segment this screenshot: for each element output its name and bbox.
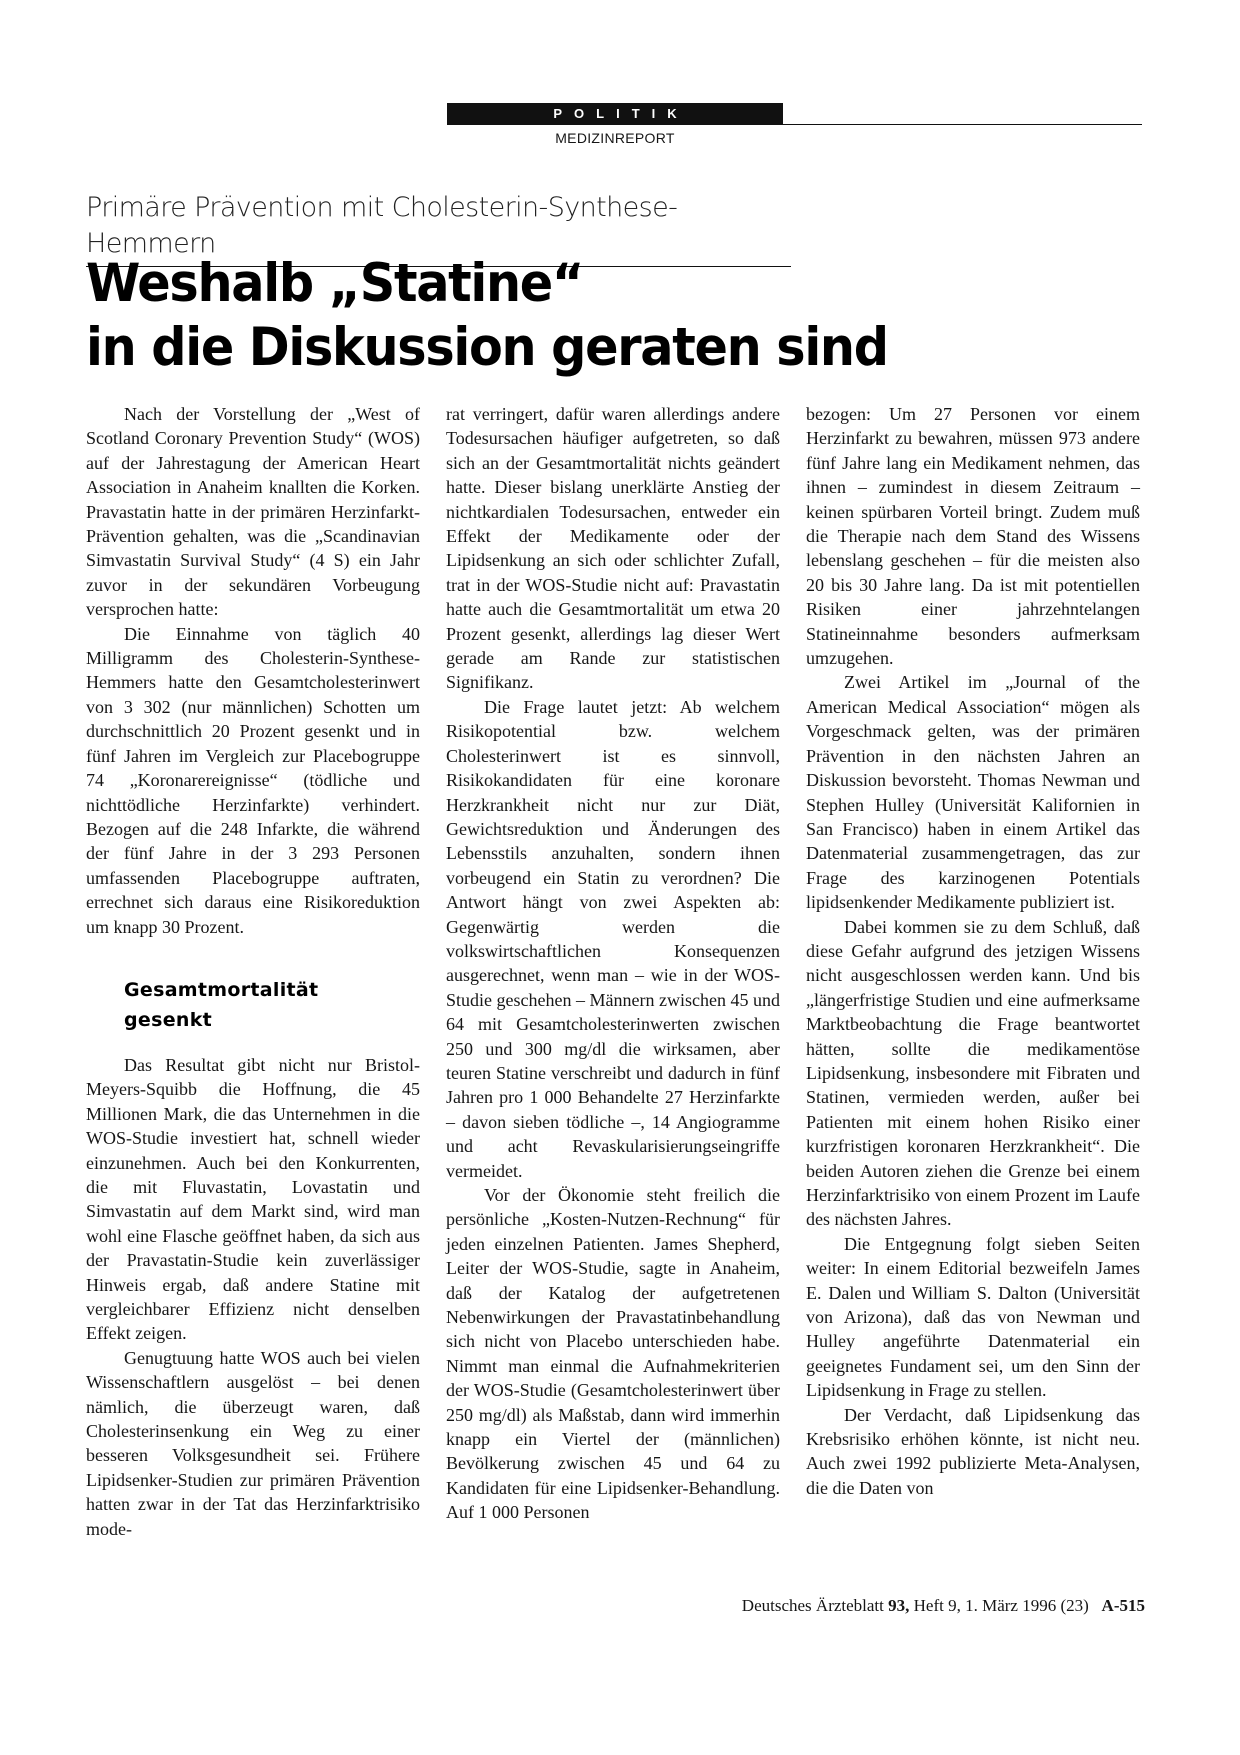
text-column-2 — [446, 402, 780, 1525]
subheading-line-2: gesenkt — [124, 1008, 213, 1031]
journal-name: Deutsches Ärzteblatt — [741, 1596, 884, 1615]
headline-line-1: Weshalb „Statine“ — [86, 253, 584, 314]
article-headline — [86, 252, 1072, 380]
text-column-1 — [86, 402, 420, 1541]
paragraph: Dabei kommen sie zu dem Schluß, daß diese Gefahr aufgrund des jetzigen Wissens nicht ausgeschlossen werden kann. Und bis „längerfristige Studien und eine aufmerksame Marktbeobachtung die Frage beantwortet hätten, sollte die medikamentöse Lipidsenkung, insbesondere mit Fibraten und Statinen, vermieden werden, außer bei Patienten mit einem hohen Risiko einer kurzfristigen koronaren Herzkrankheit“. Die beiden Autoren ziehen die Grenze bei einem Herzinfarktrisiko von einem Prozent im Laufe des nächsten Jahres. — [806, 916, 1140, 1230]
paragraph: Die Einnahme von täglich 40 Milligramm des Cholesterin-Synthese-Hemmers hatte den Gesamtcholesterinwert von 3 302 (nur männlichen) Schotten um durchschnittlich 20 Prozent gesenkt und in fünf Jahren im Vergleich zur Placebogruppe 74 „Koronarereignisse“ (tödliche und nichttödliche Herzinfarkte) verhindert. Bezogen auf die 248 Infarkte, die während der fünf Jahre in der 3 293 Personen umfassenden Placebogruppe auftraten, errechnet sich daraus eine Risikoreduktion um knapp 30 Prozent. — [86, 623, 420, 937]
paragraph: rat verringert, dafür waren allerdings andere Todesursachen häufiger aufgetreten, so daß sich an der Gesamtmortalität nichts geändert hatte. Dieser bislang unerklärte Anstieg der nichtkardialen Todesursachen, entweder ein Effekt der Medikamente oder der Lipidsenkung an sich oder schlichter Zufall, trat in der WOS-Studie nicht auf: Pravastatin hatte auch die Gesamtmortalität um etwa 20 Prozent gesenkt, allerdings lag dieser Wert gerade am Rande zur statistischen Signifikanz. — [446, 404, 780, 693]
headline-line-2: in die Diskussion geraten sind — [86, 317, 888, 378]
page-number: A-515 — [1101, 1596, 1145, 1615]
paragraph: Die Entgegnung folgt sieben Seiten weiter: In einem Editorial bezweifeln James E. Dalen und William S. Dalton (Universität von Arizona), daß das von Newman und Hulley angeführte Datenmaterial ein geeignetes Fundament sei, um den Sinn der Lipidsenkung in Frage zu stellen. — [806, 1233, 1140, 1401]
paragraph: Die Frage lautet jetzt: Ab welchem Risikopotential bzw. welchem Cholesterinwert ist es sinnvoll, Risikokandidaten für eine koronare Herzkrankheit nicht nur zur Diät, Gewichtsreduktion und Änderungen des Lebensstils anzuhalten, sondern ihnen vorbeugend ein Statin zu verordnen? Die Antwort hängt von zwei Aspekten ab: Gegenwärtig werden die volkswirtschaftlichen Konsequenzen ausgerechnet, wenn man – wie in der WOS-Studie geschehen – Männern zwischen 45 und 64 mit Gesamtcholesterinwerten zwischen 250 und 300 mg/dl die wirksamen, aber teuren Statine verschreibt und dadurch in fünf Jahren pro 1 000 Behandelte 27 Herzinfarkte – davon sieben tödliche –, 14 Angiogramme und acht Revaskularisierungseingriffe vermeidet. — [446, 696, 780, 1181]
paragraph: Der Verdacht, daß Lipidsenkung das Krebsrisiko erhöhen könnte, ist nicht neu. Auch zwei 1992 publizierte Meta-Analysen, die die Daten von — [806, 1404, 1140, 1498]
paragraph: Das Resultat gibt nicht nur Bristol-Meyers-Squibb die Hoffnung, die 45 Millionen Mark, die das Unternehmen in die WOS-Studie investiert hat, schnell wieder einzunehmen. Auch bei den Konkurrenten, die mit Fluvastatin, Lovastatin und Simvastatin auf dem Markt sind, wird man wohl eine Flasche geöffnet haben, da sich aus der Pravastatin-Studie kein zuverlässiger Hinweis ergab, daß andere Statine mit vergleichbarer Effizienz nicht denselben Effekt zeigen. — [86, 1054, 420, 1344]
page-footer — [600, 1596, 1145, 1616]
text-column-3 — [806, 402, 1140, 1500]
subheading-line-1: Gesamtmortalität — [124, 978, 319, 1001]
paragraph: Nach der Vorstellung der „West of Scotland Coronary Prevention Study“ (WOS) auf der Jahrestagung der American Heart Association in Anaheim knallten die Korken. Pravastatin hatte in der primären Herzinfarkt-Prävention gehalten, was die „Scandinavian Simvastatin Survival Study“ (4 S) ein Jahr zuvor in der sekundären Vorbeugung versprochen hatte: — [86, 404, 420, 620]
paragraph: bezogen: Um 27 Personen vor einem Herzinfarkt zu bewahren, müssen 973 andere fünf Jahre lang ein Medikament nehmen, das ihnen – zumindest in diesem Zeitraum – keinen spürbaren Vorteil bringt. Zudem muß die Therapie nach dem Stand des Wissens lebenslang geschehen – für die meisten also 20 bis 30 Jahre lang. Da ist mit potentiellen Risiken einer jahrzehntelangen Statineinnahme besonders aufmerksam umzugehen. — [806, 404, 1140, 669]
article-kicker: Primäre Prävention mit Cholesterin-Synthese-Hemmern — [86, 190, 791, 267]
section-label: POLITIK — [447, 103, 783, 125]
header-rule — [783, 124, 1142, 125]
paragraph: Vor der Ökonomie steht freilich die persönliche „Kosten-Nutzen-Rechnung“ für jeden einzelnen Patienten. James Shepherd, Leiter der WOS-Studie, sagte in Anaheim, daß der Katalog der aufgetretenen Nebenwirkungen der Pravastatinbehandlung sich nicht von Placebo unterschieden habe. Nimmt man einmal die Aufnahmekriterien der WOS-Studie (Gesamtcholesterinwert über 250 mg/dl) als Maßstab, dann wird immerhin knapp ein Viertel der (männlichen) Bevölkerung zwischen 45 und 64 zu Kandidaten für eine Lipidsenker-Behandlung. Auf 1 000 Personen — [446, 1185, 780, 1523]
paragraph: Zwei Artikel im „Journal of the American Medical Association“ mögen als Vorgeschmack gelten, was der primären Prävention in den nächsten Jahren an Diskussion bevorsteht. Thomas Newman und Stephen Hulley (Universität Kalifornien in San Francisco) haben in einem Artikel das Datenmaterial zusammengetragen, das zur Frage des karzinogenen Potentials lipidsenkender Medikamente publiziert ist. — [806, 672, 1140, 913]
issue-info: Heft 9, 1. März 1996 (23) — [913, 1596, 1089, 1615]
paragraph: Genugtuung hatte WOS auch bei vielen Wissenschaftlern ausgelöst – bei denen nämlich, die überzeugt waren, daß Cholesterinsenkung ein Weg zu einer besseren Volksgesundheit sei. Frühere Lipidsenker-Studien zur primären Prävention hatten zwar in der Tat das Herzinfarktrisiko mode- — [86, 1347, 420, 1539]
subheading — [124, 975, 420, 1035]
volume-number: 93, — [888, 1596, 910, 1615]
subsection-label: MEDIZINREPORT — [555, 130, 675, 146]
